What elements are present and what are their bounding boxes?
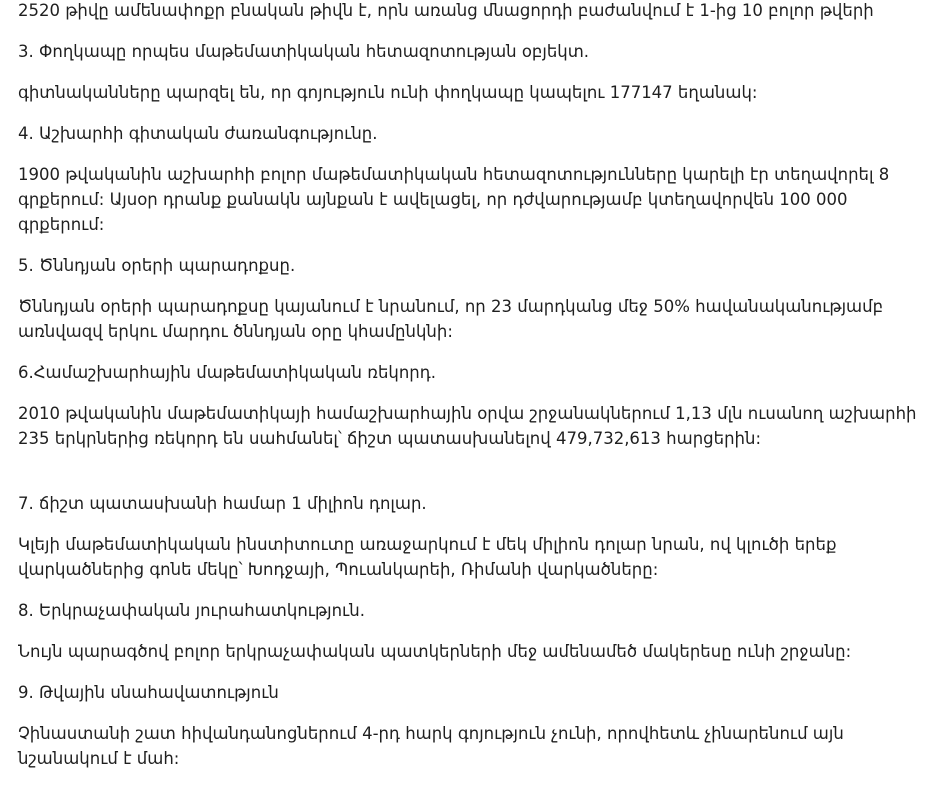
paragraph-necktie — [18, 80, 952, 105]
heading-text: 7. ճիշտ պատասխանի համար 1 միլիոն դոլար. — [18, 494, 427, 513]
heading-world-record — [18, 360, 952, 385]
text-line: նշանակում է մահ: — [18, 749, 180, 768]
heading-text: 4. Աշխարհի գիտական ժառանգությունը. — [18, 124, 378, 143]
text-line: 235 երկրներից ռեկորդ են սահմանել՝ ճիշտ պատասխանելով 479,732,613 հարցերին: — [18, 429, 761, 448]
text-line: վարկածներից գոնե մեկը՝ Խոդջայի, Պուանկարեի, Ռիմանի վարկածները: — [18, 560, 659, 579]
heading-scientific-heritage — [18, 121, 952, 146]
heading-geometric-feature — [18, 598, 952, 623]
document-body — [18, 0, 952, 787]
text-line: առնվազվ երկու մարդու ծննդյան օրը կհամընկնի: — [18, 322, 453, 341]
text-line: գիտնականները պարզել են, որ գոյություն ունի փողկապը կապելու 177147 եղանակ: — [18, 83, 758, 102]
heading-million-dollars — [18, 491, 952, 516]
text-line: Ծննդյան օրերի պարադոքսը կայանում է նրանում, որ 23 մարդկանց մեջ 50% հավանականությամբ — [18, 297, 884, 316]
text-line: Կլեյի մաթեմատիկական ինստիտուտը առաջարկում է մեկ միլիոն դոլար նրան, ով կլուծի երեք — [18, 535, 837, 554]
heading-necktie — [18, 39, 952, 64]
heading-number-superstition — [18, 680, 952, 705]
text-line: գրքերում: Այսօր դրանք քանակն այնքան է ավելացել, որ դժվարությամբ կտեղավորվեն 100 000 — [18, 190, 848, 209]
paragraph-birthday-paradox — [18, 294, 952, 344]
heading-text: 9. Թվային սնահավատություն — [18, 683, 279, 702]
text-line: 2010 թվականին մաթեմատիկայի համաշխարհային օրվա շրջանակներում 1,13 մլն ուսանող աշխարհի — [18, 404, 917, 423]
text-line: 2520 թիվը ամենափոքր բնական թիվն է, որն առանց մնացորդի բաժանվում է 1-ից 10 բոլոր թվերի — [18, 1, 874, 20]
heading-text: 5. Ծննդյան օրերի պարադոքսը. — [18, 256, 296, 275]
text-line: Նույն պարագծով բոլոր երկրաչափական պատկերների մեջ ամենամեծ մակերեսը ունի շրջանը: — [18, 642, 852, 661]
heading-text: 6.Համաշխարհային մաթեմատիկական ռեկորդ. — [18, 363, 436, 382]
text-line: գրքերում: — [18, 215, 105, 234]
paragraph-number-superstition — [18, 721, 952, 771]
heading-birthday-paradox — [18, 253, 952, 278]
paragraph-2520-fact — [18, 0, 952, 23]
paragraph-geometric-feature — [18, 639, 952, 664]
paragraph-scientific-heritage — [18, 162, 952, 237]
text-line: Չինաստանի շատ հիվանդանոցներում 4-րդ հարկ գոյություն չունի, որովհետև չինարենում այն — [18, 724, 844, 743]
heading-text: 3. Փողկապը որպես մաթեմատիկական հետազոտության օբյեկտ. — [18, 42, 590, 61]
paragraph-million-dollars — [18, 532, 952, 582]
heading-text: 8. Երկրաչափական յուրահատկություն. — [18, 601, 365, 620]
blank-line — [18, 467, 952, 491]
paragraph-world-record — [18, 401, 952, 451]
text-line: 1900 թվականին աշխարհի բոլոր մաթեմատիկական հետազոտությունները կարելի էր տեղավորել 8 — [18, 165, 890, 184]
